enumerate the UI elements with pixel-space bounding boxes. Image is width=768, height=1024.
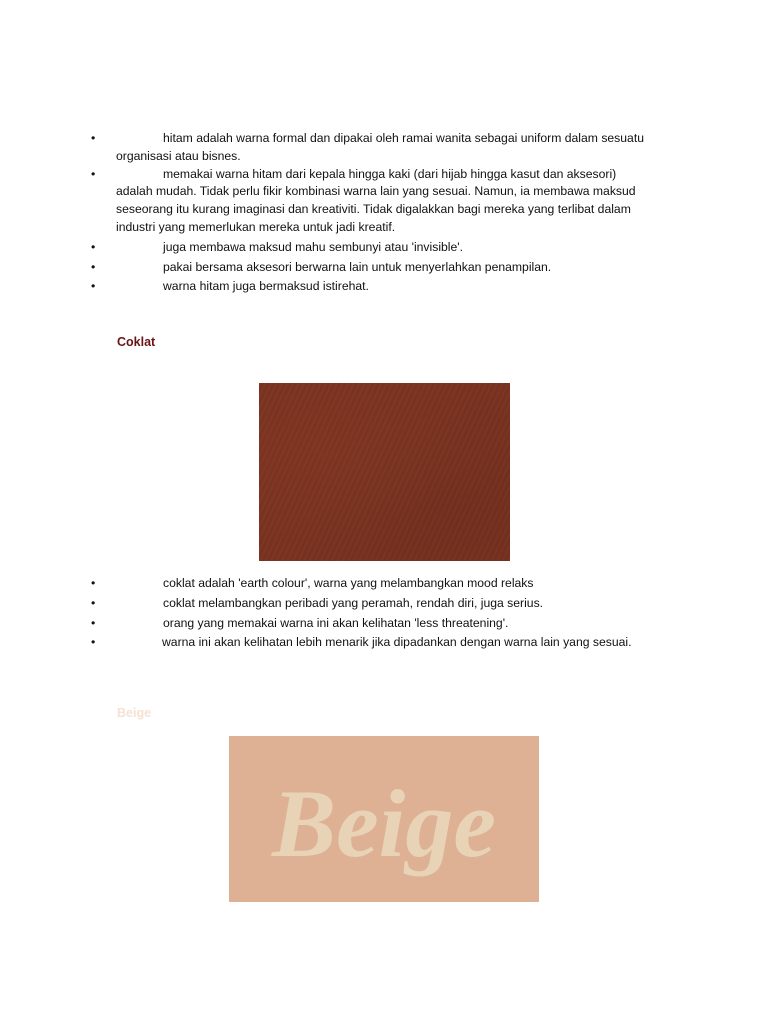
list-item	[0, 634, 768, 652]
list-item-text: memakai warna hitam dari kepala hingga kaki (dari hijab hingga kasut dan aksesori) adalah mudah. Tidak perlu fikir kombinasi warna lain yang sesuai. Namun, ia membawa maksud seseorang itu kurang imaginasi dan kreativiti. Tidak digalakkan bagi mereka yang terlibat dalam industri yang memerlukan mereka untuk jadi kreatif.	[116, 166, 636, 234]
coklat-bullet-list	[0, 575, 768, 654]
bullet-dot: •	[91, 576, 96, 590]
list-item-text: warna ini akan kelihatan lebih menarik jika dipadankan dengan warna lain yang sesuai.	[162, 635, 632, 650]
section-heading-coklat: Coklat	[117, 335, 156, 349]
list-item	[0, 575, 768, 593]
list-item-text: pakai bersama aksesori berwarna lain untuk menyerlahkan penampilan.	[163, 259, 552, 274]
bullet-dot: •	[91, 279, 96, 294]
list-item-text: coklat adalah 'earth colour', warna yang melambangkan mood relaks	[163, 576, 534, 590]
list-item-text: warna hitam juga bermaksud istirehat.	[163, 279, 369, 294]
list-item	[0, 259, 768, 277]
hitam-bullet-list	[0, 130, 768, 296]
coklat-color-swatch	[259, 383, 510, 561]
section-heading-beige: Beige	[117, 706, 152, 720]
bullet-dot: •	[91, 259, 96, 274]
list-item	[0, 130, 768, 166]
list-item-text: orang yang memakai warna ini akan kelihatan 'less threatening'.	[163, 615, 509, 630]
list-item-text: juga membawa maksud mahu sembunyi atau 'invisible'.	[163, 239, 464, 254]
list-item-text: hitam adalah warna formal dan dipakai oleh ramai wanita sebagai uniform dalam sesuatu organisasi atau bisnes.	[116, 131, 645, 163]
list-item	[0, 595, 768, 613]
bullet-dot: •	[91, 239, 96, 254]
list-item	[0, 615, 768, 633]
bullet-dot: •	[91, 635, 96, 650]
bullet-dot: •	[91, 615, 96, 630]
bullet-dot: •	[91, 166, 96, 181]
beige-color-swatch	[229, 736, 539, 902]
bullet-dot: •	[91, 595, 96, 610]
list-item	[0, 278, 768, 296]
beige-swatch-graphic	[229, 736, 539, 902]
beige-swatch-label: Beige	[272, 770, 496, 877]
list-item	[0, 239, 768, 257]
list-item	[0, 166, 768, 237]
list-item-text: coklat melambangkan peribadi yang peramah, rendah diri, juga serius.	[163, 595, 544, 610]
bullet-dot: •	[91, 131, 96, 145]
